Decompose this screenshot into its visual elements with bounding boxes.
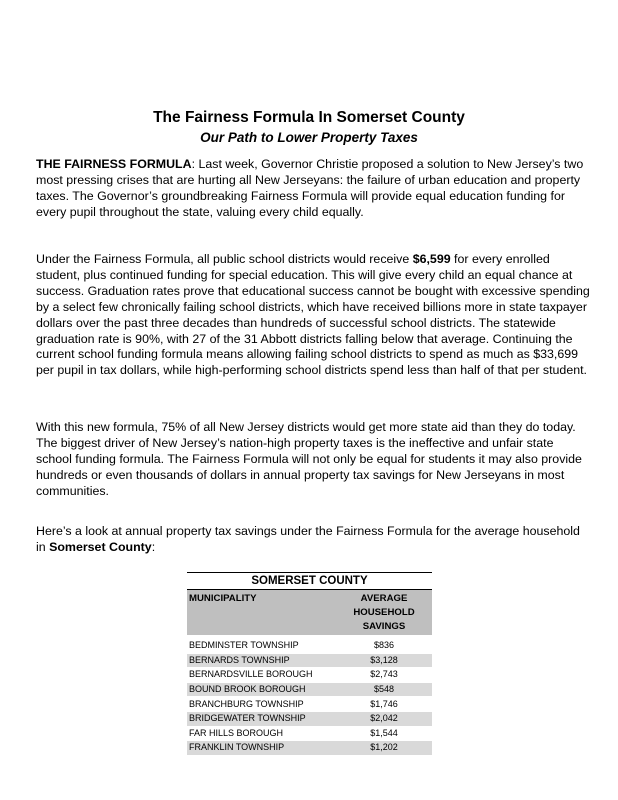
table-intro-after: : xyxy=(151,539,156,554)
cell-municipality: BOUND BROOK BOROUGH xyxy=(187,682,336,697)
table-row xyxy=(187,697,432,712)
aid-text: With this new formula, 75% of all New Jersey districts would get more state aid than they do today. The biggest driver of New Jersey’s nation-high property taxes is the ineffective and unfair state school funding formula. The Fairness Formula will not only be equal for students it may also provide hundreds or even thousands of dollars in annual property tax savings for New Jerseyans in most communities. xyxy=(36,420,582,498)
cell-savings: $2,042 xyxy=(336,711,432,726)
intro-lead: THE FAIRNESS FORMULA xyxy=(36,157,192,171)
table-row xyxy=(187,653,432,668)
cell-savings: $2,743 xyxy=(336,668,432,683)
paragraph-table-intro xyxy=(36,524,590,556)
intro-text: : Last week, Governor Christie proposed a solution to New Jersey’s two most pressing crises that are hurting all New Jerseyans: the failure of urban education and property taxes. The Governor’s groundbreaking Fairness Formula will provide equal education funding for every pupil throughout the state, valuing every child equally. xyxy=(36,157,584,219)
table-row xyxy=(187,668,432,683)
document-title: The Fairness Formula In Somerset County xyxy=(153,109,465,126)
table-intro-before: Here’s a look at annual property tax savings under the Fairness Formula for the average household in xyxy=(36,524,580,554)
table-row xyxy=(187,711,432,726)
cell-municipality: BRIDGEWATER TOWNSHIP xyxy=(187,711,336,726)
table-row xyxy=(187,682,432,697)
funding-text-after: for every enrolled student, plus continued funding for special education. This will give every child an equal chance at success. Graduation rates prove that educational success cannot be bought with excessive spending by a select few chronically failing school districts, which have received billions more in state taxpayer dollars over the past three decades than hundreds of successful school districts. The statewide graduation rate is 90%, with 27 of the 31 Abbott districts falling below that average. Continuing the current school funding formula means allowing failing school districts to spend as much as $33,699 per pupil in tax dollars, while high-performing school districts spend less than half of that per student. xyxy=(36,252,590,378)
table-row xyxy=(187,639,432,653)
cell-municipality: BERNARDS TOWNSHIP xyxy=(187,653,336,668)
cell-municipality: BRANCHBURG TOWNSHIP xyxy=(187,697,336,712)
table-header-row xyxy=(187,590,432,636)
document-subtitle: Our Path to Lower Property Taxes xyxy=(200,130,418,145)
cell-municipality: BERNARDSVILLE BOROUGH xyxy=(187,668,336,683)
cell-savings: $836 xyxy=(336,639,432,653)
cell-savings: $1,544 xyxy=(336,726,432,741)
cell-savings: $3,128 xyxy=(336,653,432,668)
paragraph-aid xyxy=(36,420,590,500)
cell-municipality: FRANKLIN TOWNSHIP xyxy=(187,741,336,756)
cell-savings: $1,202 xyxy=(336,741,432,756)
funding-amount: $6,599 xyxy=(412,252,451,266)
table-caption-row xyxy=(187,573,432,590)
cell-savings: $548 xyxy=(336,682,432,697)
table-caption: SOMERSET COUNTY xyxy=(187,573,432,590)
table-intro-county: Somerset County xyxy=(49,539,152,554)
cell-savings: $1,746 xyxy=(336,697,432,712)
paragraph-intro xyxy=(36,157,590,221)
header-savings: AVERAGE HOUSEHOLD SAVINGS xyxy=(336,590,432,636)
cell-municipality: BEDMINSTER TOWNSHIP xyxy=(187,639,336,653)
header-municipality: MUNICIPALITY xyxy=(187,590,336,636)
paragraph-funding xyxy=(36,252,590,379)
funding-text-before: Under the Fairness Formula, all public school districts would receive xyxy=(36,252,413,266)
cell-municipality: FAR HILLS BOROUGH xyxy=(187,726,336,741)
savings-table xyxy=(187,572,432,756)
table-row xyxy=(187,741,432,756)
table-row xyxy=(187,726,432,741)
